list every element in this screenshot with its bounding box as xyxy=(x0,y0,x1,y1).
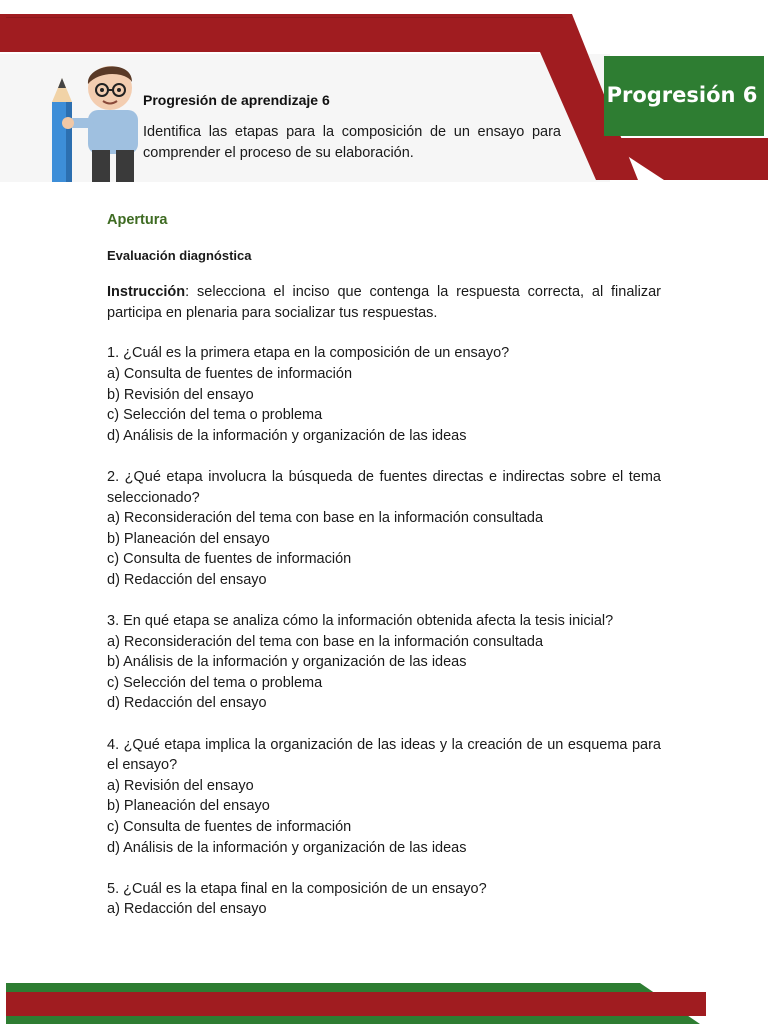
answer-option: a) Revisión del ensayo xyxy=(107,777,254,794)
question-text: 3. En qué etapa se analiza cómo la información obtenida afecta la tesis inicial? xyxy=(107,613,614,630)
progression-description: Identifica las etapas para la composición de un ensayo para comprender el proceso de su elaboración. xyxy=(143,124,561,161)
question-text: 4. ¿Qué etapa implica la organización de las ideas y la creación de un esquema para el ensayo? xyxy=(107,736,661,774)
answer-option: b) Revisión del ensayo xyxy=(107,386,254,403)
answer-option: a) Reconsideración del tema con base en la información consultada xyxy=(107,510,544,527)
question-item xyxy=(107,879,661,920)
question-text: 5. ¿Cuál es la etapa final en la composición de un ensayo? xyxy=(107,880,487,897)
answer-option: c) Consulta de fuentes de información xyxy=(107,551,352,568)
footer-banner xyxy=(0,975,768,1024)
answer-option: d) Análisis de la información y organización de las ideas xyxy=(107,427,467,444)
answer-option: a) Consulta de fuentes de información xyxy=(107,365,353,382)
answer-option: b) Planeación del ensayo xyxy=(107,530,270,547)
instruction-text: : selecciona el inciso que contenga la respuesta correcta, al finalizar participa en plenaria para socializar tus respuestas. xyxy=(107,284,661,321)
answer-option: c) Consulta de fuentes de información xyxy=(107,819,352,836)
answer-option: c) Selección del tema o problema xyxy=(107,407,323,424)
question-item xyxy=(107,467,661,591)
progression-badge: Progresión 6 xyxy=(606,83,758,107)
question-text: 1. ¿Cuál es la primera etapa en la composición de un ensayo? xyxy=(107,345,510,362)
answer-option: c) Selección del tema o problema xyxy=(107,674,323,691)
question-item xyxy=(107,611,661,714)
answer-option: a) Redacción del ensayo xyxy=(107,901,267,918)
answer-option: d) Redacción del ensayo xyxy=(107,695,267,712)
instruction-label: Instrucción xyxy=(107,284,186,301)
answer-option: d) Análisis de la información y organización de las ideas xyxy=(107,839,467,856)
main-content xyxy=(107,210,661,941)
subsection-title: Evaluación diagnóstica xyxy=(107,247,252,263)
answer-option: b) Planeación del ensayo xyxy=(107,798,270,815)
section-title: Apertura xyxy=(107,212,168,228)
progression-title: Progresión de aprendizaje 6 xyxy=(143,92,330,108)
student-with-pencil-icon xyxy=(40,58,150,182)
answer-option: b) Análisis de la información y organización de las ideas xyxy=(107,654,467,671)
answer-option: d) Redacción del ensayo xyxy=(107,571,267,588)
question-text: 2. ¿Qué etapa involucra la búsqueda de fuentes directas e indirectas sobre el tema seleccionado? xyxy=(107,468,661,506)
answer-option: a) Reconsideración del tema con base en la información consultada xyxy=(107,633,544,650)
question-item xyxy=(107,735,661,859)
question-item xyxy=(107,343,661,446)
instruction-paragraph xyxy=(107,282,661,323)
